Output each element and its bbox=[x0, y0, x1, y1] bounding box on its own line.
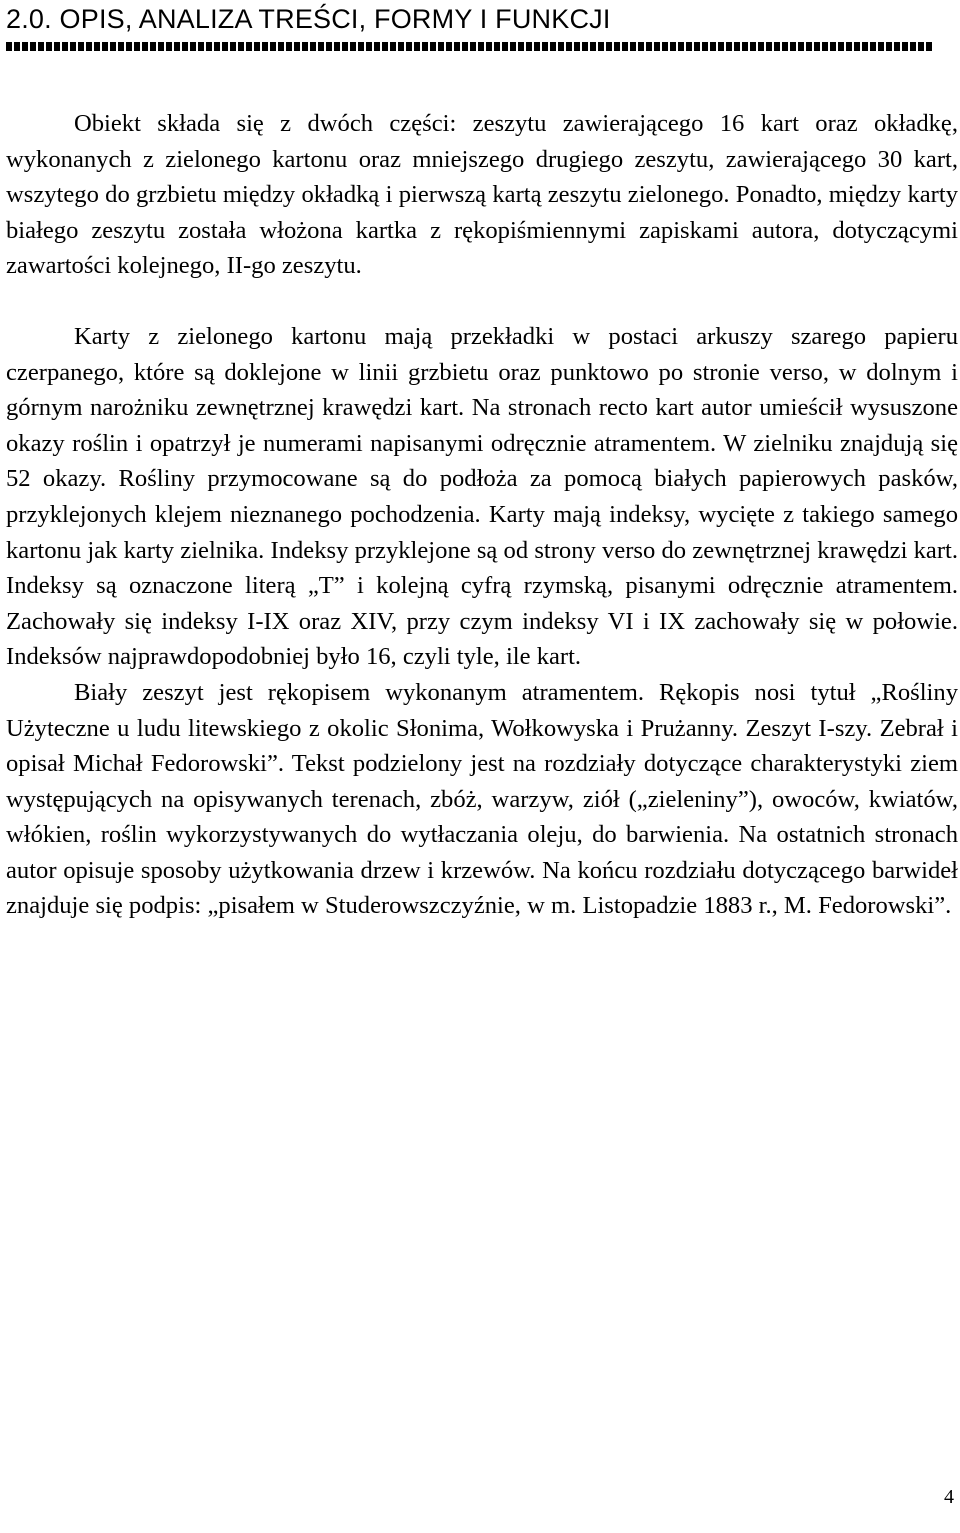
paragraph-3: Biały zeszyt jest rękopisem wykonanym atramentem. Rękopis nosi tytuł „Rośliny Użyteczne u ludu litewskiego z okolic Słonima, Wołkowyska i Prużanny. Zeszyt I-szy. Zebrał i opisał Michał Fedorowski”. Tekst podzielony jest na rozdziały dotyczące charakterystyki ziem występujących na opisywanych terenach, zbóż, warzyw, ziół („zieleniny”), owoców, kwiatów, włókien, roślin wykorzystywanych do wytłaczania oleju, do barwienia. Na ostatnich stronach autor opisuje sposoby użytkowania drzew i krzewów. Na końcu rozdziału dotyczącego barwideł znajduje się podpis: „pisałem w Studerowszczyźnie, w m. Listopadzie 1883 r., M. Fedorowski”. bbox=[6, 678, 958, 920]
paragraph-1: Obiekt składa się z dwóch części: zeszytu zawierającego 16 kart oraz okładkę, wykonanych z zielonego kartonu oraz mniejszego drugiego zeszytu, zawierającego 30 kart, wszytego do grzbietu między okładką i pierwszą kartą zeszytu zielonego. Ponadto, między karty białego zeszytu została włożona kartka z rękopiśmiennymi zapiskami autora, dotyczącymi zawartości kolejnego, II-go zeszytu. bbox=[6, 110, 958, 280]
heading-divider bbox=[6, 42, 932, 51]
section-heading: 2.0. OPIS, ANALIZA TREŚCI, FORMY I FUNKCJI bbox=[6, 4, 611, 34]
paragraph-2: Karty z zielonego kartonu mają przekładki w postaci arkuszy szarego papieru czerpanego, które są doklejone w linii grzbietu oraz punktowo po stronie verso, w dolnym i górnym narożniku zewnętrznej krawędzi kart. Na stronach recto kart autor umieścił wysuszone okazy roślin i opatrzył je numerami napisanymi odręcznie atramentem. W zielniku znajdują się 52 okazy. Rośliny przymocowane są do podłoża za pomocą białych papierowych pasków, przyklejonych klejem nieznanego pochodzenia. Karty mają indeksy, wycięte z takiego samego kartonu jak karty zielnika. Indeksy przyklejone są od strony verso do zewnętrznej krawędzi kart. Indeksy są oznaczone literą „T” i kolejną cyfrą rzymską, pisanymi odręcznie atramentem. Zachowały się indeksy I-IX oraz XIV, przy czym indeksy VI i IX zachowały się w połowie. Indeksów najprawdopodobniej było 16, czyli tyle, ile kart. bbox=[6, 322, 958, 671]
body-text bbox=[6, 106, 958, 924]
page-number: 4 bbox=[944, 1486, 954, 1508]
